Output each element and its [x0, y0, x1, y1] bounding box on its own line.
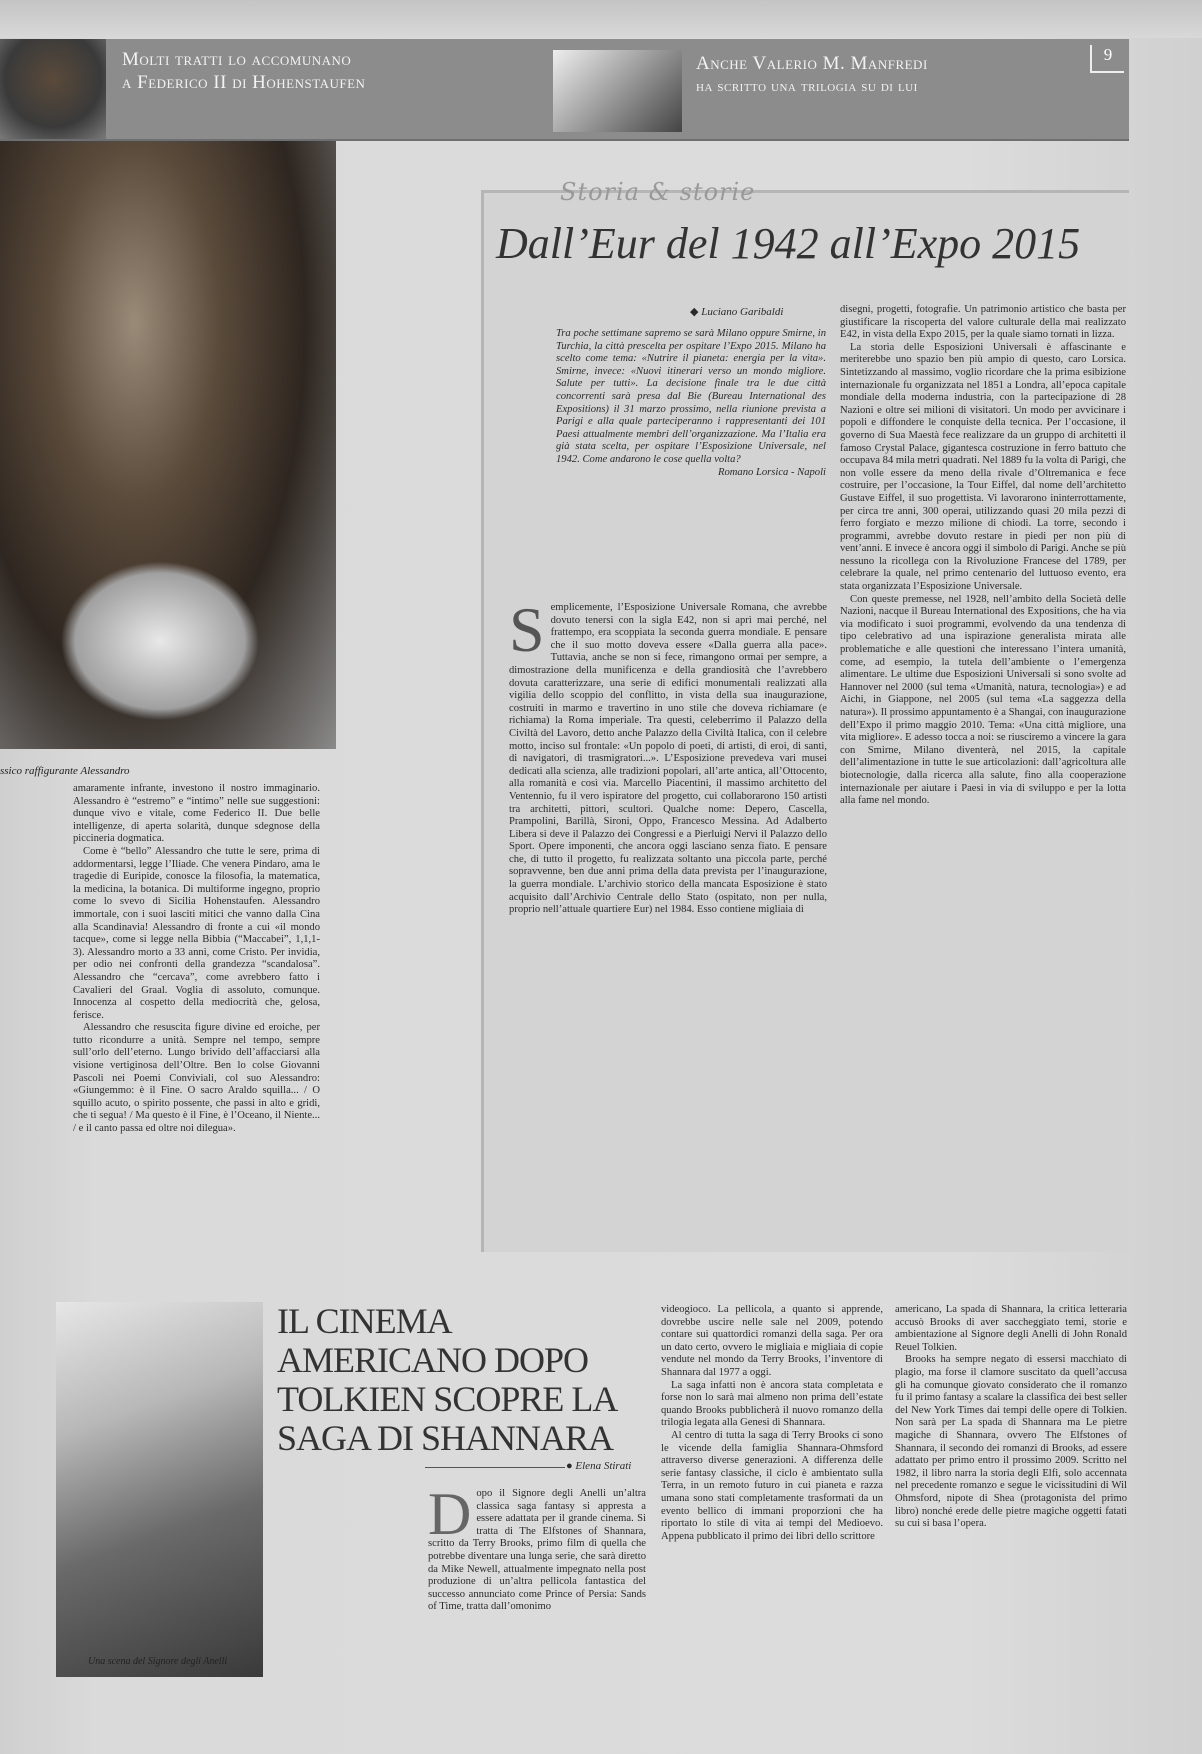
section-kicker: Storia & storie [560, 178, 756, 206]
letter-signature: Romano Lorsica - Napoli [717, 466, 826, 478]
federico-thumbnail-image [0, 39, 106, 139]
drop-cap: D [428, 1488, 472, 1547]
expo-answer-column-2 [840, 304, 1126, 1244]
expo-answer-column-1 [509, 602, 827, 1242]
alessandro-article-column [73, 783, 320, 1243]
shannara-column-2 [661, 1304, 883, 1678]
expo-byline: ◆ Luciano Garibaldi [690, 306, 784, 318]
letter-text: Tra poche settimane sapremo se sarà Milano oppure Smirne, in Turchia, la città prescelta per ospitare l’Expo 2015. Milano ha scelto come tema: «Nutrire il pianeta: energia per la vita». Smirne, invece: «Nuovi itinerari verso un mondo migliore. Salute per tutti». La decisione finale tra le due città concorrenti sarà presa dal Bie (Bureau International des Expositions) il 31 marzo prossimo, nella riunione prevista a Parigi e alla quale parteciperanno i rappresentanti dei 101 Paesi attualmente membri dell’organizzazione. Ma l’Italia era già stata scelta, per ospitare l’Esposizione Universale, nel 1942. Come andarono le cose quella volta? [556, 328, 826, 465]
paragraph: Con queste premesse, nel 1928, nell’ambito della Società delle Nazioni, nacque il Bureau International des Expositions, che ha via via modificato i suoi programmi, evolvendo da una tendenza di tipo celebrativo ad una ispirazione generalista mirata alle problematiche e alle questioni che interessano l’intera umanità, come, ad esempio, la tutela dell’ambiente o l’emergenza alimentare. Le ultime due Esposizioni Universali si sono svolte ad Hannover nel 2000 (sul tema «Umanità, natura, tecnologia») e ad Aichi, in Giappone, nel 2005 (sul tema «La saggezza della natura»). Il prossimo appuntamento è a Shangai, con inaugurazione dell’Expo il primo maggio 2010. Tema: «Una città migliore, una vita migliore». E adesso tocca a noi: se riusciremo a vincere la gara con Smirne, Milano diventerà, nel 2015, la capitale dell’alimentazione in tutte le sue articolazioni: dall’agricoltura alle biotecnologie, dalla ricerca alla salute, fino alla cooperazione internazionale per aiutare i Paesi in via di sviluppo e per la lotta alla fame nel mondo. [840, 593, 1126, 807]
paragraph: videogioco. La pellicola, a quanto si apprende, dovrebbe uscire nelle sale nel 2009, potendo contare sui quattordici romanzi della saga. Per ora un dato certo, ovvero le migliaia e migliaia di copie vendute nel mondo da Terry Brooks, l’inventore di Shannara dal 1977 a oggi. [661, 1304, 883, 1378]
byline-author: Elena Stirati [575, 1460, 632, 1472]
paragraph: disegni, progetti, fotografie. Un patrimonio artistico che basta per giustificare la riscoperta del valore culturale della mai realizzato E42, in vista della Expo 2015, per la quale siamo tornati in lizza. [840, 304, 1126, 341]
shannara-column-1 [428, 1488, 646, 1678]
alessandro-photo-caption: ssico raffigurante Alessandro [0, 765, 130, 777]
paragraph: La saga infatti non è ancora stata completata e forse non lo sarà mai almeno non prima dell’estate quando Brooks pubblicherà il nuovo romanzo della trilogia legata alla Genesi di Shannara. [661, 1379, 883, 1429]
paragraph: Alessandro che resuscita figure divine ed eroiche, per tutto ricondurre a unità. Sempre nel tempo, sempre sull’orlo dell’eterno. Lungo brivido dell’affacciarsi alla visione vertiginosa dell’Oltre. Ben lo colse Giovanni Pascoli nei Poemi Conviviali, col suo Alessandro: «Giungemmo: è il Fine. O sacro Araldo squilla... / O squillo acuto, o spirito possente, che passi in alto e gridi, che ti segua! / Ma questo è il Fine, è l’Oceano, il Niente... / e il canto passa ed oltre noi dilegua». [73, 1022, 320, 1135]
paragraph: opo il Signore degli Anelli un’altra classica saga fantasy si appresta a essere adattata per il grande cinema. Si tratta di The Elfstones of Shannara, scritto da Terry Brooks, primo film di quella che potrebbe diventare una lunga serie, che sarà diretto da Mike Newell, attualmente impegnato nella post produzione di un’altra pellicola fantastica del successo annunciato come Prince of Persia: Sands of Time, tratta dall’omonimo [428, 1488, 646, 1613]
paragraph: emplicemente, l’Esposizione Universale Romana, che avrebbe dovuto tenersi con la sigla E42, non si aprì mai perché, nel frattempo, era scoppiata la seconda guerra mondiale. E pensare che il suo motto doveva essere «Dalla guerra alla pace». Tuttavia, anche se non si fece, rimangono ormai per sempre, a dimostrazione della munificenza e della grandiosità che l’avrebbero dovuta caratterizzare, una serie di edifici monumentali realizzati alla vigilia dello scoppio del conflitto, in vista della sua inaugurazione, costruiti in marmo e travertino in uno stile che doveva richiamare (e richiama) la Roma imperiale. Tra questi, celeberrimo il Palazzo della Civiltà del Lavoro, detto anche Palazzo della Civiltà Italica, con il celebre motto, inciso sul frontale: «Un popolo di poeti, di artisti, di eroi, di santi, di navigatori, di trasmigratori...». L’Esposizione prevedeva vari musei dedicati alla scienza, alle tradizioni popolari, all’arte antica, all’Ottocento, alla romanità e così via. Marcello Piacentini, il massimo architetto del Ventennio, fu il vero ispiratore del progetto, cui collaborarono 150 artisti tra architetti, pittori, scultori. Qualche nome: Depero, Cascella, Prampolini, Barillà, Sironi, Oppo, Francesco Messina. Ad Adalberto Libera si deve il Palazzo dei Congressi e a Pierluigi Nervi il Palazzo dello Sport. Opere imponenti, che ancora oggi lasciano senza fiato. E pensare che, di tutto il progetto, fu realizzata soltanto una piccola parte, perché sopravvenne, ben due anni prima della data prevista per l’inaugurazione, la guerra mondiale. L’archivio storico della mancata Esposizione è stato acquisito dall’Archivio Centrale dello Stato (ospitato, non per nulla, proprio nell’attuale quartiere Eur) nel 1984. Esso contiene migliaia di [509, 602, 827, 916]
expo-article-title: Dall’Eur del 1942 all’Expo 2015 [496, 219, 1081, 268]
byline-author: Luciano Garibaldi [701, 306, 784, 318]
shannara-column-3 [895, 1304, 1127, 1678]
lord-of-the-rings-photo [56, 1302, 263, 1677]
drop-cap: S [509, 602, 545, 665]
header-left-line2: a Federico II di Hohenstaufen [122, 72, 366, 93]
header-right-line2: ha scritto una trilogia su di lui [696, 78, 918, 95]
paragraph: Al centro di tutta la saga di Terry Brooks ci sono le vicende della famiglia Shannara-Ohmsford attraverso diverse generazioni. A differenza delle serie fantasy classiche, il ciclo è ambientato sulla Terra, in un remoto futuro in cui pianeta e razza umana sono stati completamente trasformati da un evento bellico di immani proporzioni che ha riportato lo stile di vita ai tempi del Medioevo. Appena pubblicato il primo dei libri dello scrittore [661, 1429, 883, 1542]
paragraph: americano, La spada di Shannara, la critica letteraria accusò Brooks di aver saccheggiato temi, storie e ambientazione al Signore degli Anelli di John Ronald Reuel Tolkien. [895, 1304, 1127, 1353]
header-band [0, 39, 1129, 141]
paragraph: amaramente infrante, investono il nostro immaginario. Alessandro è “estremo” e “intimo” nelle sue suggestioni: dunque vivo e vitale, come Federico II. Due belle intelligenze, di aperta solarità, dunque sdegnose della piccineria dogmatica. [73, 783, 320, 845]
alessandro-hero-photo [0, 141, 336, 749]
shannara-byline: ● Elena Stirati [566, 1460, 632, 1472]
header-right-line1: Anche Valerio M. Manfredi [696, 53, 928, 74]
byline-rule [425, 1467, 565, 1468]
paragraph: Brooks ha sempre negato di essersi macchiato di plagio, ma forse il clamore suscitato da quell’accusa gli ha comunque giovato considerato che il romanzo fu il primo fantasy a scalare la classifica dei best seller del New York Times dai tempi delle opere di Tolkien. Non sarà per La spada di Shannara ma Le pietre magiche di Shannara, ovvero The Elfstones of Shannara, il secondo dei romanzi di Brooks, ad essere adattato per primo entro il prossimo 2009. Scritto nel 1982, il libro narra la storia degli Elfi, solo accennata nel precedente romanzo e segue le vicissitudini di Wil Ohmsford, nipote di Shea (protagonista del primo libro) nonché erede delle pietre magiche oggetti fatati su cui si basa l’opera. [895, 1354, 1127, 1530]
shannara-headline: IL CINEMA AMERICANO DOPO TOLKIEN SCOPRE LA SAGA DI SHANNARA [277, 1301, 616, 1458]
page-top-edge [0, 0, 1202, 38]
shannara-photo-caption: Una scena del Signore degli Anelli [88, 1656, 228, 1667]
paragraph: Come è “bello” Alessandro che tutte le sere, prima di addormentarsi, legge l’Iliade. Che venera Pindaro, ama le tragedie di Euripide, conosce la filosofia, la matematica, la medicina, la botanica. Di multiforme ingegno, proprio come lo svevo di Sicilia Hohenstaufen. Alessandro immortale, con i suoi lasciti mitici che vanno dalla Cina alla Scandinavia! Alessandro di fronte a cui «il mondo tacque», come si legge nella Bibbia (“Maccabei”, 1,1,1-3). Alessandro morto a 33 anni, come Cristo. Per invidia, per odio nei confronti della grandezza “scandalosa”. Alessandro che “cercava”, come avrebbero fatto i Cavalieri del Graal. Voglia di assoluto, comunque. Innocenza al cospetto della mediocrità che, gelosa, ferisce. [73, 845, 320, 1021]
reader-letter [556, 328, 826, 590]
page-number: 9 [1090, 45, 1124, 73]
manfredi-photo [553, 50, 682, 132]
paragraph: La storia delle Esposizioni Universali è affascinante e meriterebbe uno spazio ben più ampio di questo, caro Lorsica. Sintetizzando al massimo, voglio ricordare che la prima esibizione internazionale fu organizzata nel 1851 a Londra, all’epoca capitale mondiale della moderna industria, con la partecipazione di 28 Nazioni e oltre sei milioni di visitatori. Un modo per avvicinare i popoli e diffondere le conquiste della tecnica. Per l’occasione, il governo di Sua Maestà fece realizzare da un gruppo di architetti il famoso Crystal Palace, gigantesca costruzione in ferro battuto che occupava 84 mila metri quadrati. Nel 1889 fu la volta di Parigi, che non volle essere da meno della rivale d’Oltremanica e fece costruire, per l’occasione, la Tour Eiffel, dal nome dell’architetto Gustave Eiffel, il suo progettista. Vi lavorarono ininterrottamente, per circa tre anni, 300 operai, utilizzando quasi 20 mila pezzi di ferro forgiato e mezzo milione di chiodi. La torre, secondo i programmi, avrebbe dovuto restare in piedi per non più di vent’anni. E invece è ancora oggi il simbolo di Parigi. Anche se più nessuno la ricollega con la Rivoluzione Francese del 1789, per celebrare la quale, nel primo centenario del luttuoso evento, era stata organizzata l’Esposizione Universale. [840, 341, 1126, 593]
header-left-line1: Molti tratti lo accomunano [122, 49, 352, 70]
